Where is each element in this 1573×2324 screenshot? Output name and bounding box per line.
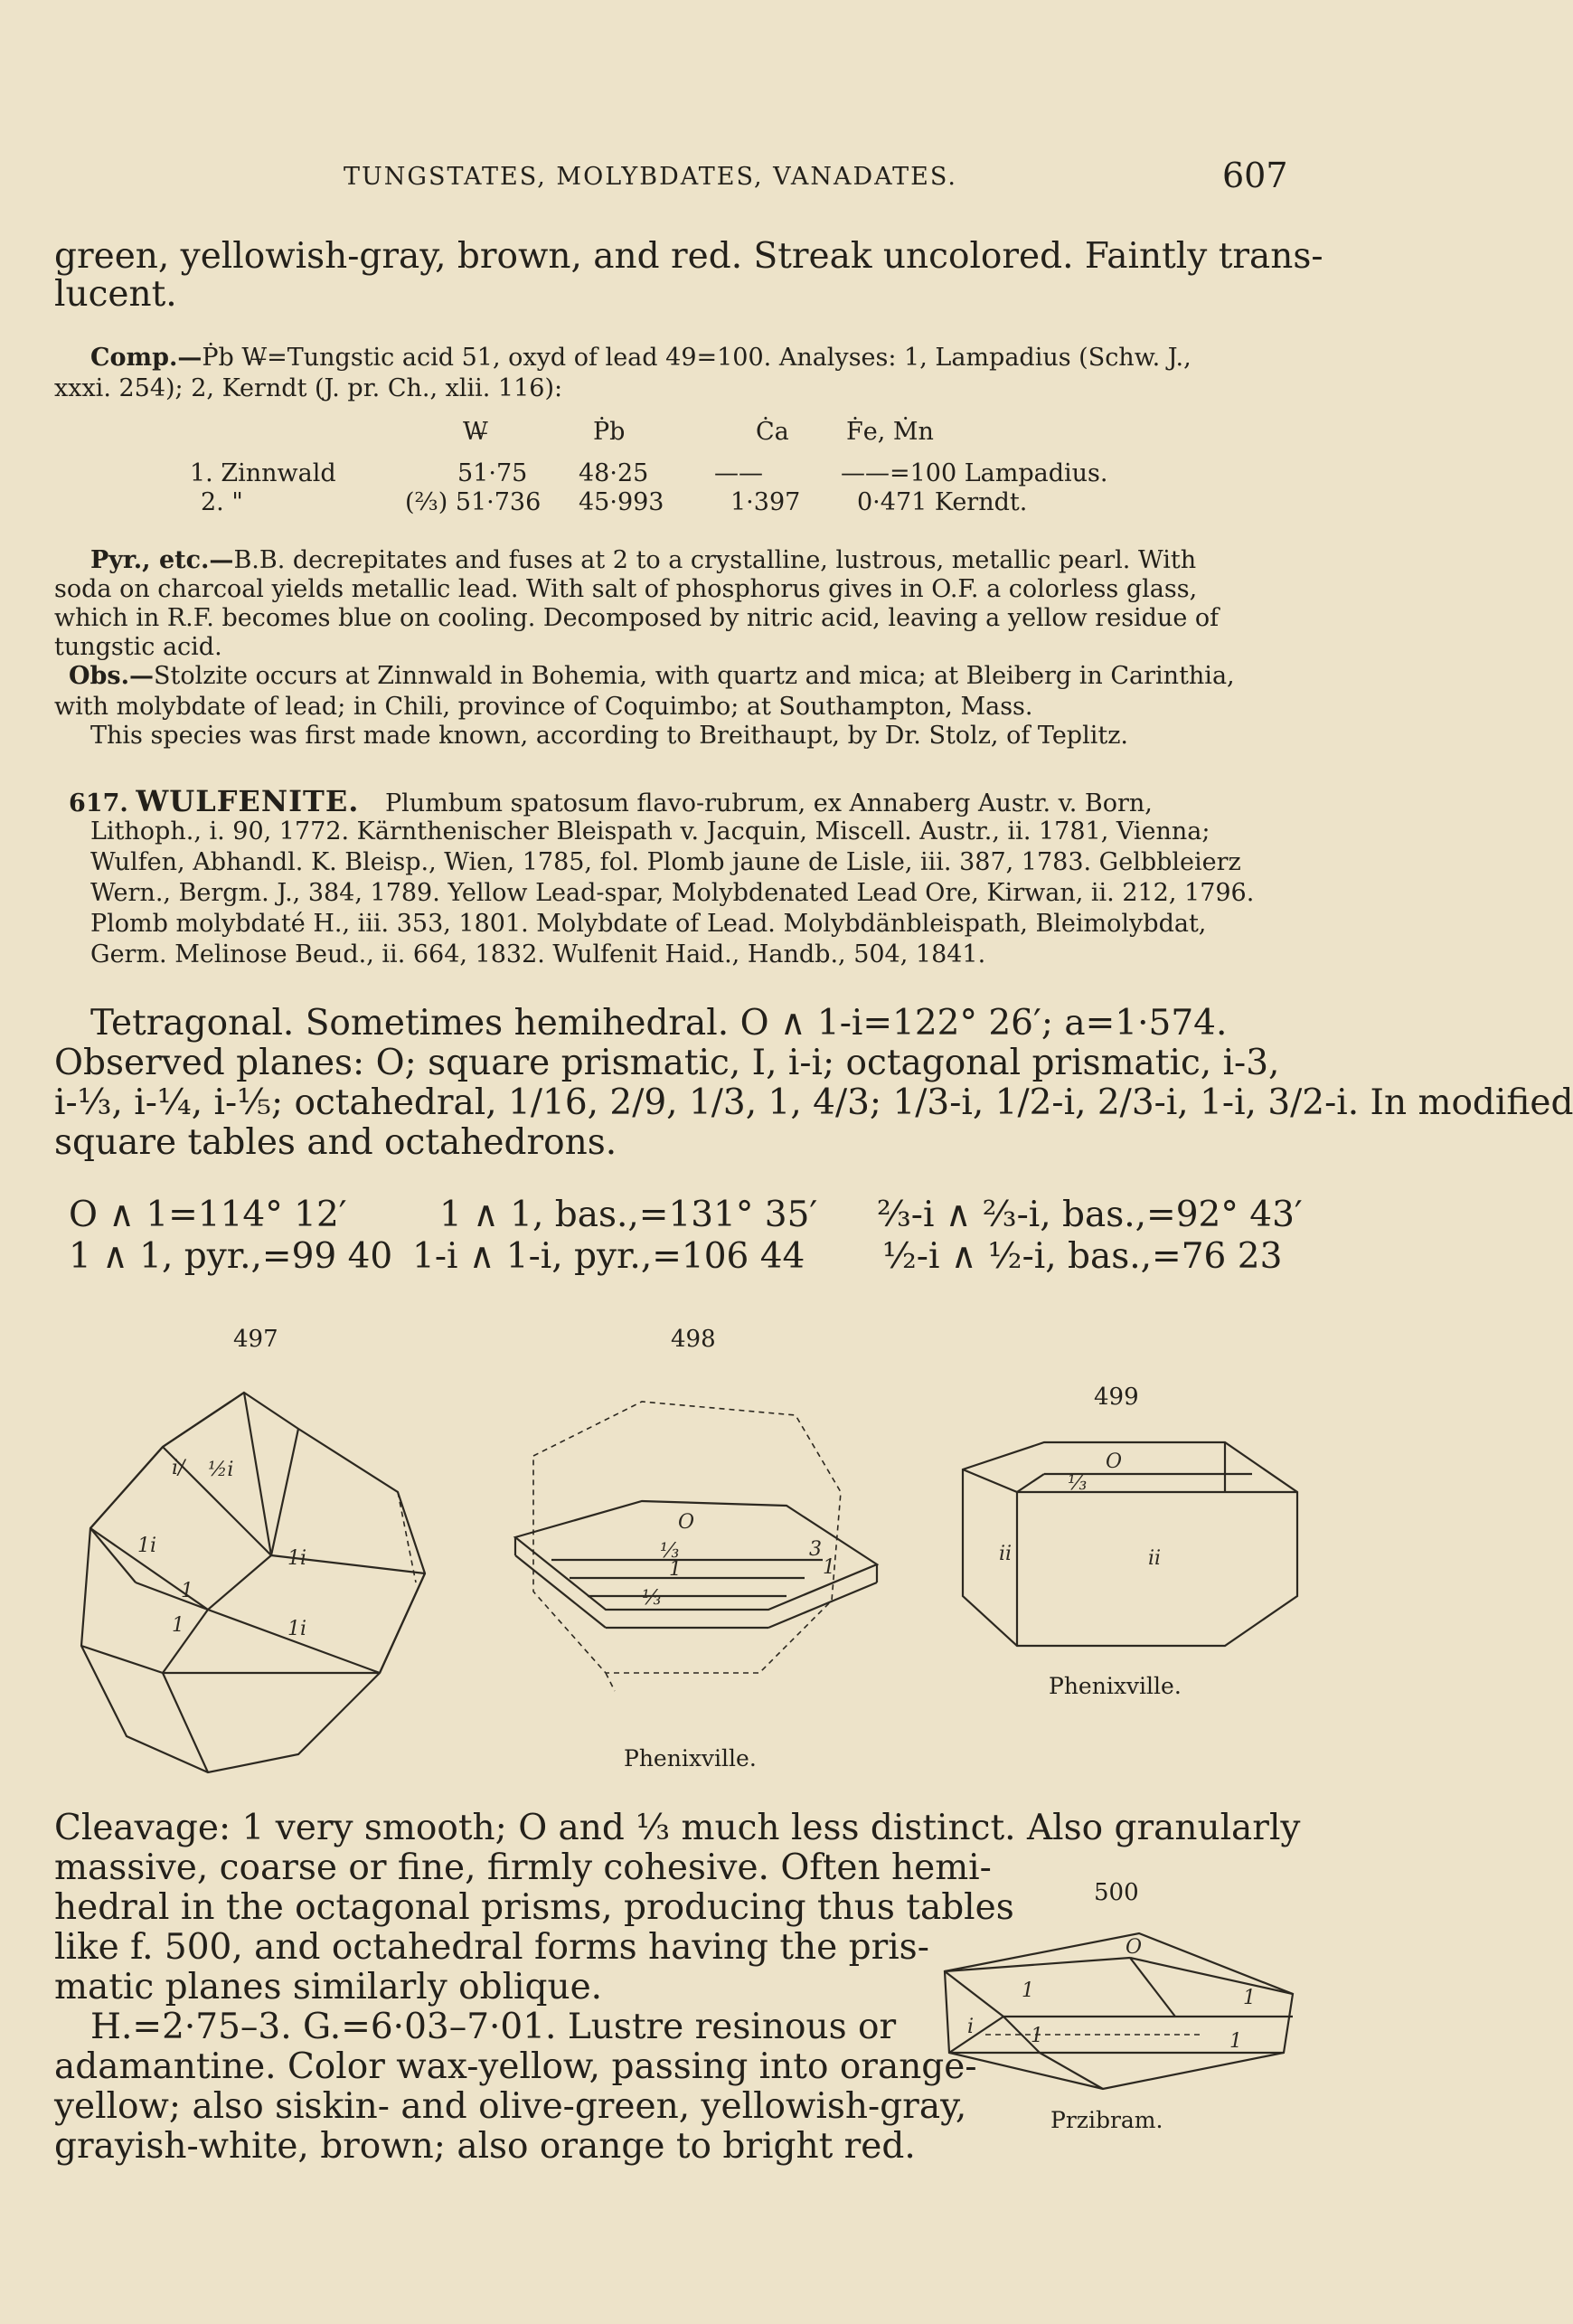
pyr-label: Pyr., etc.—: [90, 546, 234, 574]
fig499-label: ⅓: [1068, 1472, 1088, 1495]
fig499-label: ii: [999, 1543, 1013, 1565]
fig499-label: ii: [1148, 1547, 1162, 1570]
fig500-label: 1: [1243, 1987, 1256, 2009]
cleavage-line-3: hedral in the octagonal prisms, producing thus tables: [54, 1887, 1014, 1928]
fig498-hidden-edge: [606, 1673, 615, 1691]
fig497-label: i/: [172, 1457, 185, 1479]
cleavage-line-8: yellow; also siskin- and olive-green, yellowish-gray,: [54, 2086, 967, 2127]
table-row-2-ca: 1·397: [730, 488, 801, 516]
species-name: WULFENITE.: [136, 784, 360, 818]
fig498-table: [515, 1501, 877, 1610]
cleavage-line-9: grayish-white, brown; also orange to bright red.: [54, 2126, 916, 2167]
comp-paragraph-1: [90, 344, 1192, 373]
figure-497-number: 497: [233, 1326, 278, 1353]
species-heading: [69, 784, 1153, 818]
figure-499-caption: Phenixville.: [1049, 1673, 1182, 1699]
angle-6: ½-i ∧ ½-i, bas.,=76 23: [882, 1236, 1283, 1277]
fig497-edge: [271, 1429, 298, 1555]
pyr-line-2: soda on charcoal yields metallic lead. With salt of phosphorus gives in O.F. a colorless glass,: [54, 575, 1198, 603]
fig500-edge: [945, 1958, 1130, 1971]
cleavage-line-1: Cleavage: 1 very smooth; O and ⅓ much less distinct. Also granularly: [54, 1808, 1301, 1848]
synonymy-line-2: Lithoph., i. 90, 1772. Kärnthenischer Bleispath v. Jacquin, Miscell. Austr., ii. 1781, Vienna;: [90, 817, 1210, 846]
synonymy-line-6: Germ. Melinose Beud., ii. 664, 1832. Wulfenit Haid., Handb., 504, 1841.: [90, 940, 986, 968]
fig500-label: 1: [1031, 2025, 1043, 2047]
angle-4: 1 ∧ 1, pyr.,=99 40: [69, 1236, 393, 1277]
pyr-line-3: which in R.F. becomes blue on cooling. Decomposed by nitric acid, leaving a yellow residue of: [54, 604, 1220, 632]
crystal-line-1: Tetragonal. Sometimes hemihedral. O ∧ 1-i=122° 26′; a=1·574.: [90, 1003, 1228, 1044]
fig497-edge: [163, 1673, 208, 1772]
synonymy-line-5: Plomb molybdaté H., iii. 353, 1801. Molybdate of Lead. Molybdänbleispath, Bleimolybdat,: [90, 910, 1207, 938]
fig500-edge: [1040, 2053, 1103, 2089]
angle-2: 1 ∧ 1, bas.,=131° 35′: [439, 1195, 818, 1235]
synonymy-line-3: Wulfen, Abhandl. K. Bleisp., Wien, 1785, fol. Plomb jaune de Lisle, iii. 387, 1783. Gelbbleierz: [90, 848, 1241, 876]
page-number: 607: [1222, 156, 1288, 195]
fig498-label: 3: [809, 1538, 822, 1561]
running-title: TUNGSTATES, MOLYBDATES, VANADATES.: [344, 163, 957, 191]
cleavage-line-6: H.=2·75–3. G.=6·03–7·01. Lustre resinous or: [90, 2007, 897, 2047]
fig500-label: i: [967, 2016, 975, 2038]
fig498-edge: [768, 1582, 877, 1628]
fig500-label: O: [1126, 1936, 1143, 1959]
figure-498-number: 498: [671, 1326, 716, 1353]
table-row-1-w: 51·75: [457, 459, 528, 487]
angle-1: O ∧ 1=114° 12′: [69, 1195, 347, 1235]
fig500-label: 1: [1022, 1979, 1034, 2002]
crystal-line-4: square tables and octahedrons.: [54, 1122, 617, 1163]
table-header-pb: Ṗb: [593, 418, 626, 446]
obs-text-1: Stolzite occurs at Zinnwald in Bohemia, with quartz and mica; at Bleiberg in Carinthia,: [154, 662, 1235, 690]
comp-text-1: Ṗb W̶=Tungstic acid 51, oxyd of lead 49=100. Analyses: 1, Lampadius (Schw. J.,: [202, 344, 1192, 372]
table-row-2-femn: 0·471 Kerndt.: [857, 488, 1028, 516]
fig497-label: ½i: [208, 1459, 234, 1481]
obs-label: Obs.—: [69, 662, 154, 690]
fig497-edge: [208, 1555, 271, 1610]
fig497-label: 1i: [287, 1547, 307, 1570]
fig498-label: ⅓: [642, 1587, 662, 1610]
comp-paragraph-2: xxxi. 254); 2, Kerndt (J. pr. Ch., xlii. 116):: [54, 374, 563, 402]
angle-3: ⅔-i ∧ ⅔-i, bas.,=92° 43′: [877, 1195, 1303, 1235]
obs-line-2: with molybdate of lead; in Chili, province of Coquimbo; at Southampton, Mass.: [54, 693, 1033, 721]
fig497-edge: [90, 1447, 163, 1528]
figure-499-number: 499: [1094, 1384, 1139, 1411]
crystal-line-3: i-⅓, i-¼, i-⅕; octahedral, 1/16, 2/9, 1/3, 1, 4/3; 1/3-i, 1/2-i, 2/3-i, 1-i, 3/2-i. In modified: [54, 1082, 1573, 1123]
fig500-edge: [945, 1971, 1003, 2017]
figure-498-caption: Phenixville.: [624, 1745, 757, 1771]
table-row-1-femn: ——=100 Lampadius.: [841, 459, 1108, 487]
fig499-edge: [963, 1469, 1017, 1492]
fig498-label: ⅓: [660, 1540, 680, 1563]
fig498-label: 1: [823, 1556, 835, 1579]
comp-label: Comp.—: [90, 344, 203, 372]
fig498-label: O: [678, 1511, 695, 1534]
table-row-1-no: 1. Zinnwald: [190, 459, 336, 487]
intro-line-1: green, yellowish-gray, brown, and red. Streak uncolored. Faintly trans-: [54, 236, 1323, 277]
fig497-label: 1: [172, 1614, 184, 1637]
table-row-1-pb: 48·25: [579, 459, 649, 487]
fig497-edge: [380, 1573, 425, 1673]
fig498-edge: [515, 1555, 606, 1628]
pyr-paragraph-1: [90, 546, 1196, 575]
fig498-outline: [533, 1402, 841, 1673]
figure-498-crystal: [497, 1384, 895, 1718]
fig497-edge: [136, 1582, 208, 1610]
fig497-edge: [163, 1610, 208, 1673]
fig498-label: 1: [669, 1558, 682, 1581]
species-number: 617.: [69, 789, 128, 817]
table-header-ca: Ċa: [756, 418, 789, 446]
angle-5: 1-i ∧ 1-i, pyr.,=106 44: [412, 1236, 805, 1277]
fig500-label: 1: [1229, 2030, 1242, 2053]
pyr-text-1: B.B. decrepitates and fuses at 2 to a crystalline, lustrous, metallic pearl. With: [233, 546, 1197, 574]
table-row-2-no: 2. ": [201, 488, 243, 516]
crystal-line-2: Observed planes: O; square prismatic, I, i-i; octagonal prismatic, i-3,: [54, 1043, 1280, 1083]
figure-497-crystal: [54, 1375, 452, 1790]
fig499-edge: [1017, 1474, 1044, 1492]
fig497-label: 1i: [287, 1618, 307, 1640]
figure-500-number: 500: [1094, 1879, 1139, 1906]
cleavage-line-7: adamantine. Color wax-yellow, passing into orange-: [54, 2046, 977, 2087]
pyr-line-4: tungstic acid.: [54, 633, 222, 661]
figure-500-crystal: [931, 1917, 1311, 2098]
synonymy-line-4: Wern., Bergm. J., 384, 1789. Yellow Lead-spar, Molybdenated Lead Ore, Kirwan, ii. 212, 1796.: [90, 879, 1255, 907]
intro-line-2: lucent.: [54, 274, 177, 315]
obs-paragraph-1: [69, 662, 1235, 691]
obs-line-3: This species was first made known, according to Breithaupt, by Dr. Stolz, of Teplitz.: [90, 722, 1129, 750]
table-row-2-w: (⅔) 51·736: [405, 488, 542, 516]
synonymy-line-1: Plumbum spatosum flavo-rubrum, ex Annaberg Austr. v. Born,: [384, 789, 1153, 817]
fig497-label: 1: [181, 1580, 193, 1602]
fig497-label: 1i: [137, 1535, 157, 1557]
cleavage-line-2: massive, coarse or fine, firmly cohesive. Often hemi-: [54, 1847, 992, 1888]
table-row-1-ca: ——: [714, 459, 763, 487]
fig497-edge: [163, 1393, 244, 1447]
fig499-label: O: [1106, 1450, 1123, 1473]
fig499-outline: [963, 1442, 1297, 1646]
cleavage-line-5: matic planes similarly oblique.: [54, 1967, 603, 2008]
cleavage-line-4: like f. 500, and octahedral forms having the pris-: [54, 1927, 929, 1968]
figure-499-crystal: [954, 1424, 1306, 1668]
table-header-femn: Ḟe, Ṁn: [846, 418, 934, 446]
figure-500-caption: Przibram.: [1050, 2107, 1163, 2133]
table-row-2-pb: 45·993: [579, 488, 664, 516]
table-header-w: W̶: [463, 418, 488, 446]
